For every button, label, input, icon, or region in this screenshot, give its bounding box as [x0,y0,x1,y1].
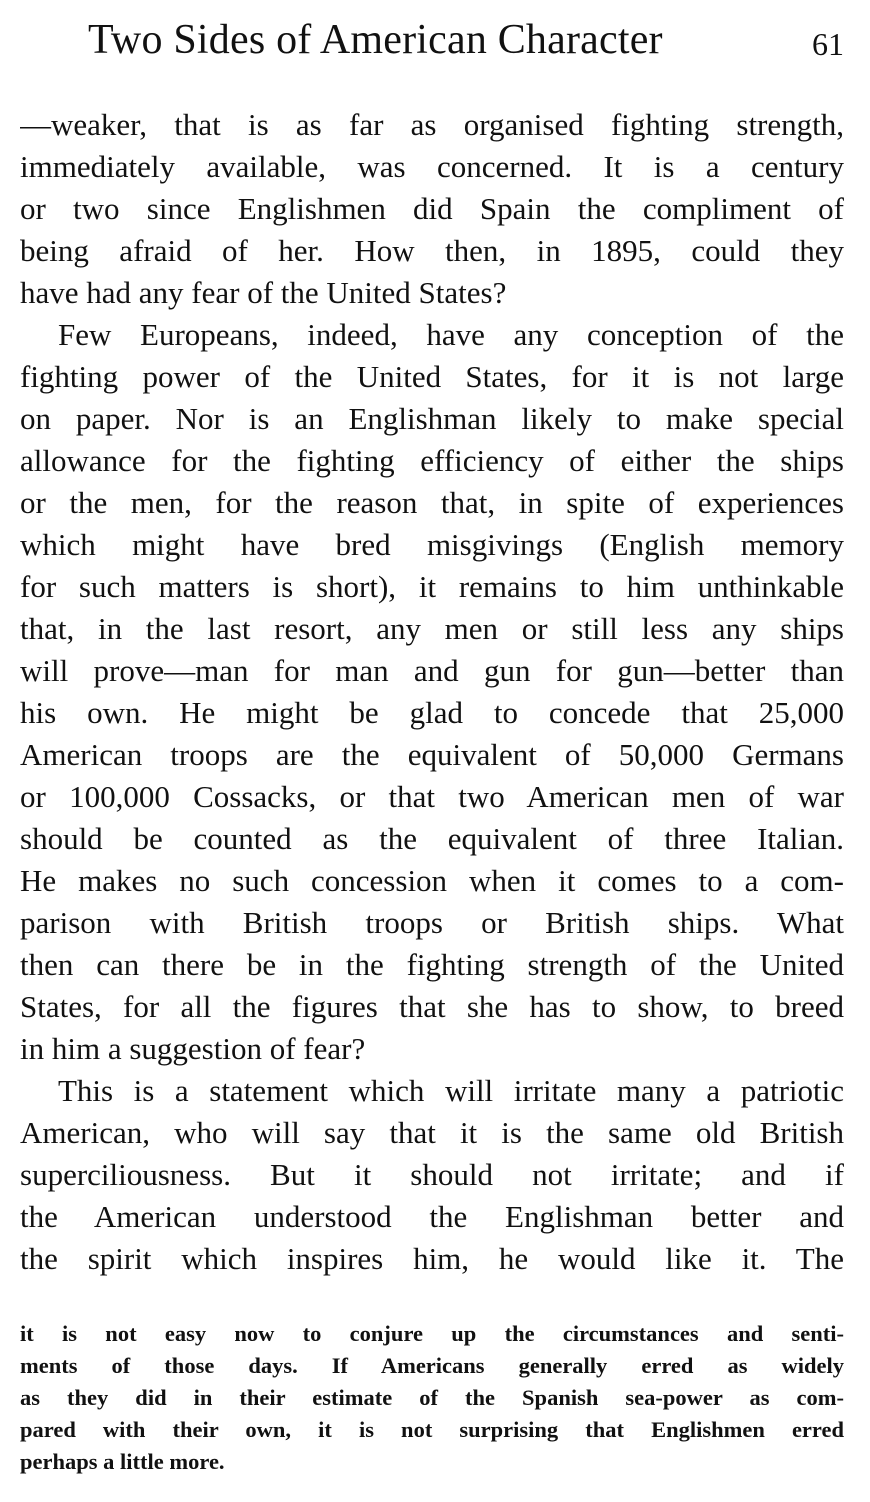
body-line: fighting power of the United States, for it is not large [20,359,844,394]
body-line: should be counted as the equivalent of three Italian. [20,821,844,856]
body-line: his own. He might be glad to concede that 25,000 [20,695,844,730]
body-line: parison with British troops or British ships. What [20,905,844,940]
body-line: American, who will say that it is the same old British [20,1115,844,1150]
book-page [20,0,844,1502]
footnote-line: perhaps a little more. [20,1449,225,1474]
body-line: or two since Englishmen did Spain the compliment of [20,191,844,226]
footnote-line: pared with their own, it is not surprising that Englishmen erred [20,1417,844,1442]
body-line: American troops are the equivalent of 50,000 Germans [20,737,844,772]
body-line: for such matters is short), it remains to him unthinkable [20,569,844,604]
body-line: will prove—man for man and gun for gun—better than [20,653,844,688]
footnote-line: ments of those days. If Americans generally erred as widely [20,1353,844,1378]
body-line: This is a statement which will irritate many a patriotic [58,1073,844,1108]
body-line: —weaker, that is as far as organised fighting strength, [20,107,844,142]
body-line: Few Europeans, indeed, have any conception of the [58,317,844,352]
body-line: or 100,000 Cossacks, or that two American men of war [20,779,844,814]
footnote-line: it is not easy now to conjure up the circumstances and senti- [20,1321,844,1346]
body-text [20,104,844,1280]
body-line: States, for all the figures that she has to show, to breed [20,989,844,1024]
body-line: or the men, for the reason that, in spite of experiences [20,485,844,520]
body-line: in him a suggestion of fear? [20,1031,366,1066]
body-line: superciliousness. But it should not irritate; and if [20,1157,844,1192]
body-line: immediately available, was concerned. It is a century [20,149,844,184]
body-line: He makes no such concession when it comes to a com- [20,863,844,898]
body-line: on paper. Nor is an Englishman likely to make special [20,401,844,436]
body-line: that, in the last resort, any men or still less any ships [20,611,844,646]
body-line: being afraid of her. How then, in 1895, could they [20,233,844,268]
footnote-line: as they did in their estimate of the Spanish sea-power as com- [20,1385,844,1410]
body-line: the spirit which inspires him, he would like it. The [20,1241,844,1276]
footnote [20,1318,844,1478]
page-number: 61 [812,26,844,62]
running-title: Two Sides of American Character [88,17,663,63]
body-line: allowance for the fighting efficiency of either the ships [20,443,844,478]
body-line: then can there be in the fighting strength of the United [20,947,844,982]
running-head [20,14,844,66]
body-line: which might have bred misgivings (English memory [20,527,844,562]
body-line: the American understood the Englishman better and [20,1199,844,1234]
body-line: have had any fear of the United States? [20,275,507,310]
